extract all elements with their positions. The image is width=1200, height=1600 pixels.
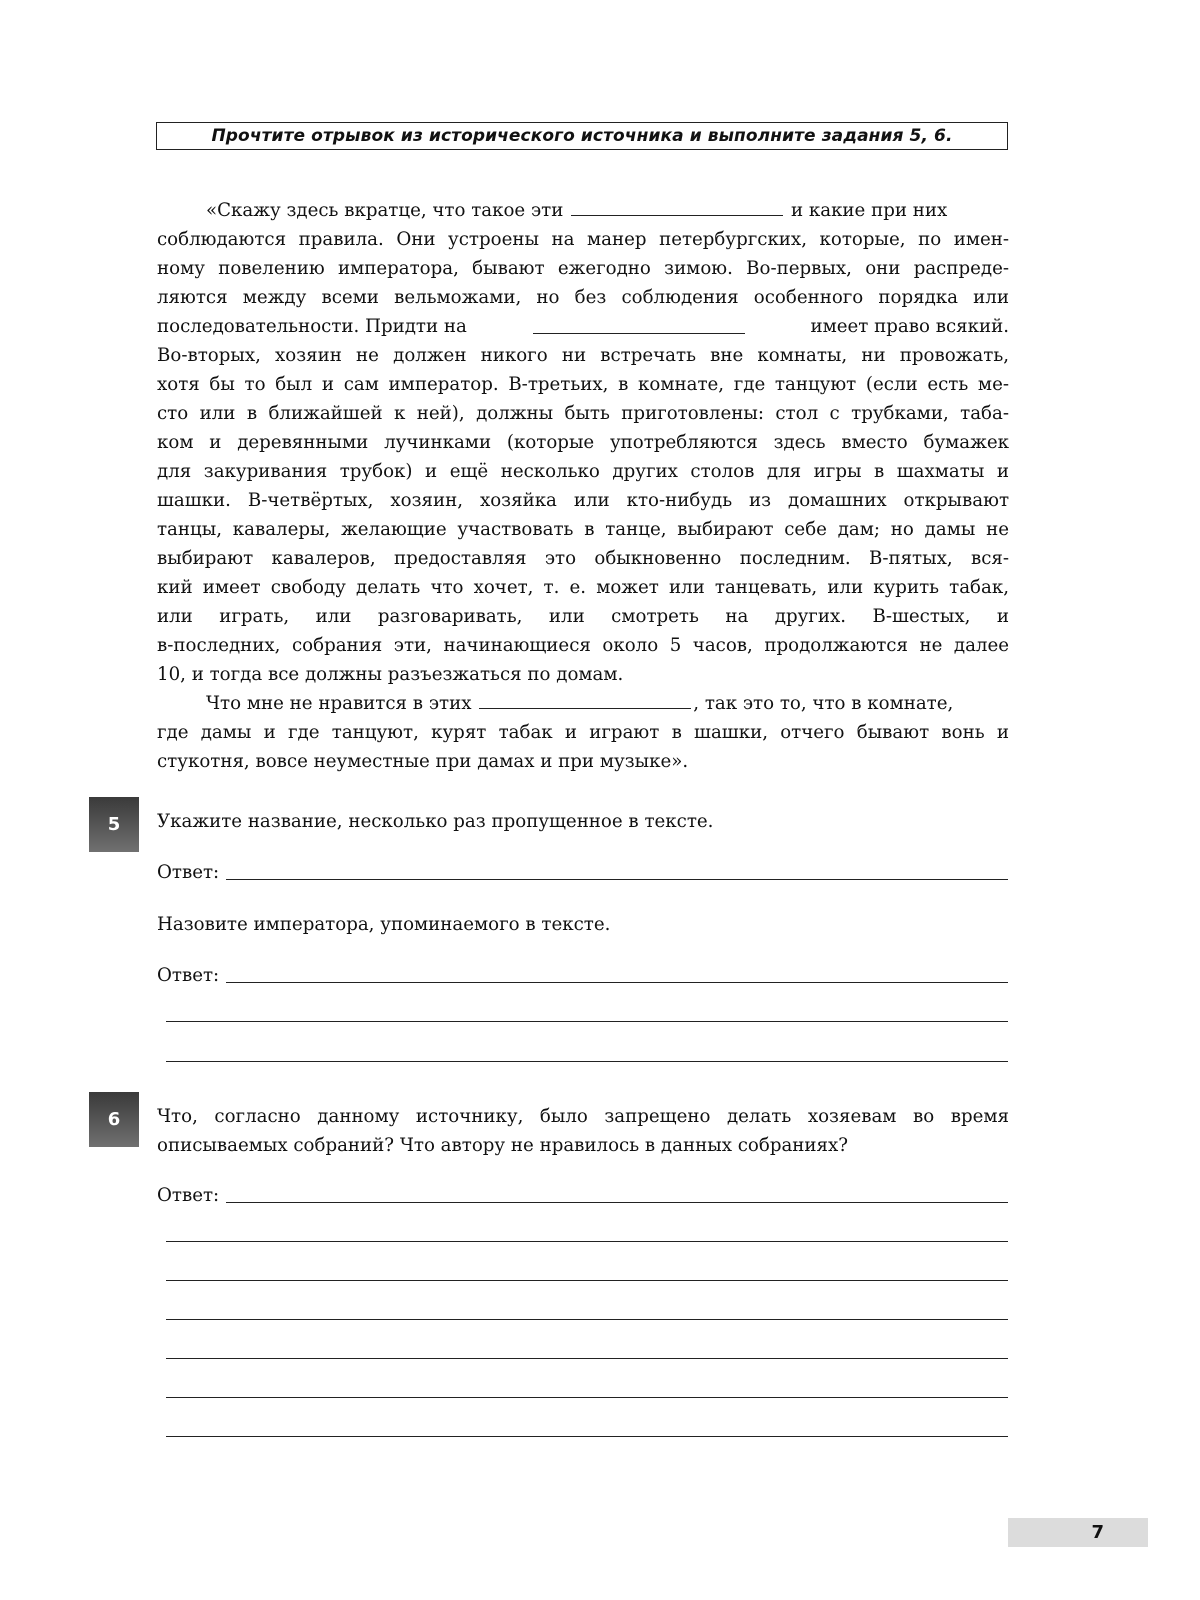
passage-line: ляются между всеми вельможами, но без соблюдения особенного порядка или <box>157 287 1009 308</box>
task-number-badge: 6 <box>89 1092 139 1147</box>
answer-label: Ответ: <box>157 1185 220 1206</box>
gap-blank <box>571 214 783 216</box>
answer-line[interactable] <box>166 1397 1008 1398</box>
passage-line: для закуривания трубок) и ещё несколько других столов для игры в шахматы и <box>157 461 1009 482</box>
instruction-box <box>156 122 1008 150</box>
passage-line: ком и деревянными лучинками (которые употребляются здесь вместо бумажек <box>157 432 1009 453</box>
answer-line[interactable] <box>226 982 1008 983</box>
task5-question2: Назовите императора, упоминаемого в тексте. <box>157 914 611 935</box>
passage-line: хотя бы то был и сам император. В-третьих, в комнате, где танцуют (если есть ме- <box>157 374 1009 395</box>
answer-line[interactable] <box>166 1436 1008 1437</box>
answer-label: Ответ: <box>157 965 220 986</box>
answer-line[interactable] <box>166 1358 1008 1359</box>
passage-line: или играть, или разговаривать, или смотреть на других. В-шестых, и <box>157 606 1009 627</box>
answer-line[interactable] <box>166 1061 1008 1062</box>
passage-line: в-последних, собрания эти, начинающиеся около 5 часов, продолжаются не далее <box>157 635 1009 656</box>
passage-line: сто или в ближайшей к ней), должны быть приготовлены: стол с трубками, таба- <box>157 403 1009 424</box>
passage-text: и какие при них <box>790 200 948 221</box>
answer-line[interactable] <box>166 1319 1008 1320</box>
passage-text: «Скажу здесь вкратце, что такое эти <box>206 200 564 221</box>
instruction-text: Прочтите отрывок из исторического источника и выполните задания 5, 6. <box>211 126 953 146</box>
task6-question-line: описываемых собраний? Что автору не нравилось в данных собраниях? <box>157 1135 849 1156</box>
passage-line: кий имеет свободу делать что хочет, т. е. может или танцевать, или курить табак, <box>157 577 1009 598</box>
task5-question1: Укажите название, несколько раз пропущенное в тексте. <box>157 811 714 832</box>
passage-line: стукотня, вовсе неуместные при дамах и при музыке». <box>157 751 689 772</box>
task-number-badge: 5 <box>89 797 139 852</box>
passage-line: 10, и тогда все должны разъезжаться по домам. <box>157 664 624 685</box>
passage-line <box>157 689 1009 718</box>
answer-line[interactable] <box>166 1241 1008 1242</box>
answer-line[interactable] <box>226 879 1008 880</box>
passage-line: ному повелению императора, бывают ежегодно зимою. Во-первых, они распреде- <box>157 258 1009 279</box>
passage-line <box>157 312 1009 341</box>
gap-blank <box>479 707 691 709</box>
passage-line: танцы, кавалеры, желающие участвовать в танце, выбирают себе дам; но дамы не <box>157 519 1009 540</box>
passage-text: , так это то, что в комнате, <box>693 693 954 714</box>
passage-text: последовательности. Придти на <box>157 316 467 337</box>
passage-line: Во-вторых, хозяин не должен никого ни встречать вне комнаты, ни провожать, <box>157 345 1009 366</box>
passage-text: Что мне не нравится в этих <box>206 693 472 714</box>
passage-line: соблюдаются правила. Они устроены на манер петербургских, которые, по имен- <box>157 229 1009 250</box>
passage-line: выбирают кавалеров, предоставляя это обыкновенно последним. В-пятых, вся- <box>157 548 1009 569</box>
answer-line[interactable] <box>166 1280 1008 1281</box>
task6-question-line: Что, согласно данному источнику, было запрещено делать хозяевам во время <box>157 1106 1009 1127</box>
gap-blank <box>533 332 745 334</box>
passage-line <box>157 196 1009 225</box>
passage-line: шашки. В-четвёртых, хозяин, хозяйка или кто-нибудь из домашних открывают <box>157 490 1009 511</box>
passage-text: имеет право всякий. <box>810 316 1009 337</box>
passage-line: где дамы и где танцуют, курят табак и играют в шашки, отчего бывают вонь и <box>157 722 1009 743</box>
page-number: 7 <box>1008 1518 1148 1547</box>
answer-line[interactable] <box>226 1202 1008 1203</box>
answer-line[interactable] <box>166 1021 1008 1022</box>
answer-label: Ответ: <box>157 862 220 883</box>
